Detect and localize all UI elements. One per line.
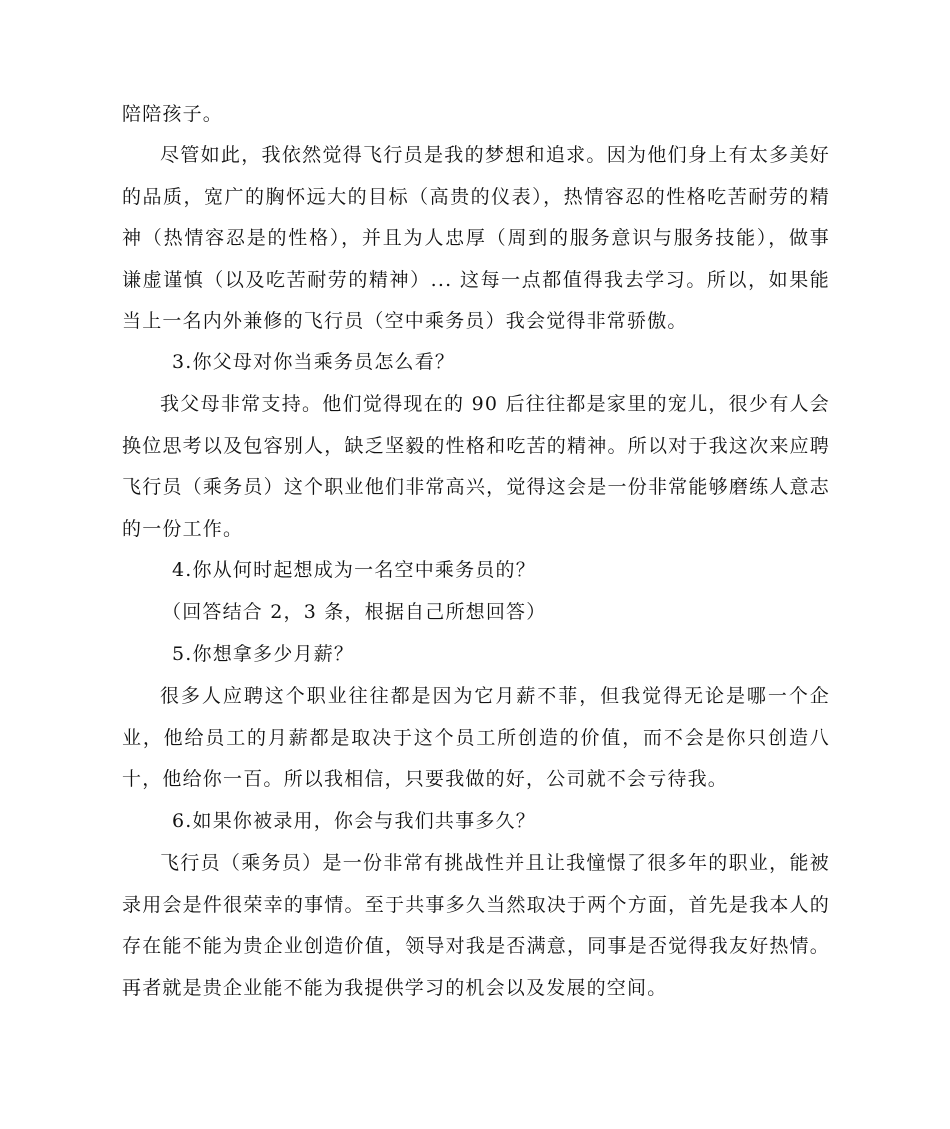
question-heading-4: 4.你从何时起想成为一名空中乘务员的？ [172,559,536,581]
question-heading-6: 6.如果你被录用，你会与我们共事多久？ [172,810,536,832]
paragraph-continuation: 陪陪孩子。 [122,103,224,125]
paragraph-tenure: 飞行员（乘务员）是一份非常有挑战性并且让我憧憬了很多年的职业，能被录用会是件很荣幸的事情。至于共事多久当然取决于两个方面，首先是我本人的存在能不能为贵企业创造价值，领导对我是否满意，同事是否觉得我友好热情。再者就是贵企业能不能为我提供学习的机会以及发展的空间。 [122,852,830,999]
question-heading-5: 5.你想拿多少月薪？ [172,643,355,665]
paragraph-dream: 尽管如此，我依然觉得飞行员是我的梦想和追求。因为他们身上有太多美好的品质，宽广的胸怀远大的目标（高贵的仪表），热情容忍的性格吃苦耐劳的精神（热情容忍是的性格），并且为人忠厚（周到的服务意识与服务技能），做事谦虚谨慎（以及吃苦耐劳的精神）... 这每一点都值得我去学习。所以，如果能当上一名内外兼修的飞行员（空中乘务员）我会觉得非常骄傲。 [122,144,830,332]
answer-note: （回答结合 2，3 条，根据自己所想回答） [162,601,547,623]
paragraph-parents: 我父母非常支持。他们觉得现在的 90 后往往都是家里的宠儿，很少有人会换位思考以及包容别人，缺乏坚毅的性格和吃苦的精神。所以对于我这次来应聘飞行员（乘务员）这个职业他们非常高兴，觉得这会是一份非常能够磨练人意志的一份工作。 [122,393,830,540]
paragraph-salary: 很多人应聘这个职业往往都是因为它月薪不菲，但我觉得无论是哪一个企业，他给员工的月薪都是取决于这个员工所创造的价值，而不会是你只创造八十，他给你一百。所以我相信，只要我做的好，公司就不会亏待我。 [122,685,830,790]
question-heading-3: 3.你父母对你当乘务员怎么看？ [172,351,456,373]
